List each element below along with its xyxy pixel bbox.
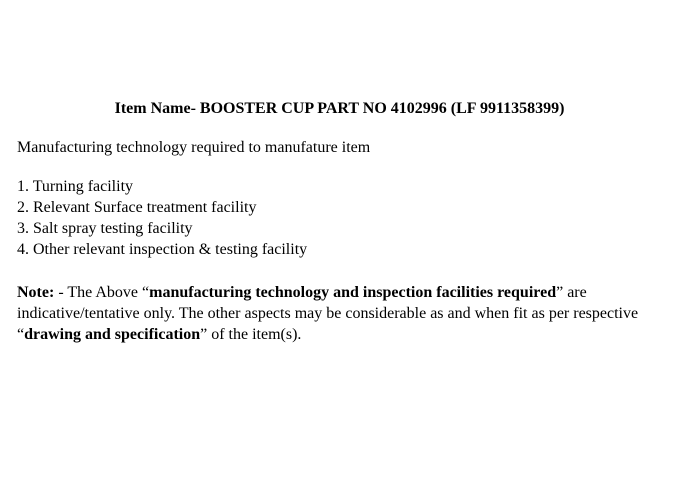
note-text-1: - The Above “ — [54, 284, 150, 301]
intro-paragraph: Manufacturing technology required to manufature item — [17, 139, 371, 156]
item-name-heading: Item Name- BOOSTER CUP PART NO 4102996 (LF 9911358399) — [114, 100, 565, 117]
note-bold-2: drawing and specification — [24, 326, 201, 343]
note-text-3: ” of the item(s). — [200, 326, 302, 343]
note-paragraph — [17, 282, 667, 345]
list-item: 1. Turning facility — [17, 178, 134, 195]
list-item: 3. Salt spray testing facility — [17, 220, 193, 237]
list-item: 2. Relevant Surface treatment facility — [17, 199, 257, 216]
facility-list — [17, 176, 307, 260]
note-text-2: ” are indicative/tentative only. The other aspects may be considerable as and when fit as per respective “ — [17, 284, 639, 343]
list-item: 4. Other relevant inspection & testing facility — [17, 241, 308, 258]
note-bold-1: manufacturing technology and inspection facilities required — [149, 284, 557, 301]
note-label: Note: — [17, 284, 55, 301]
